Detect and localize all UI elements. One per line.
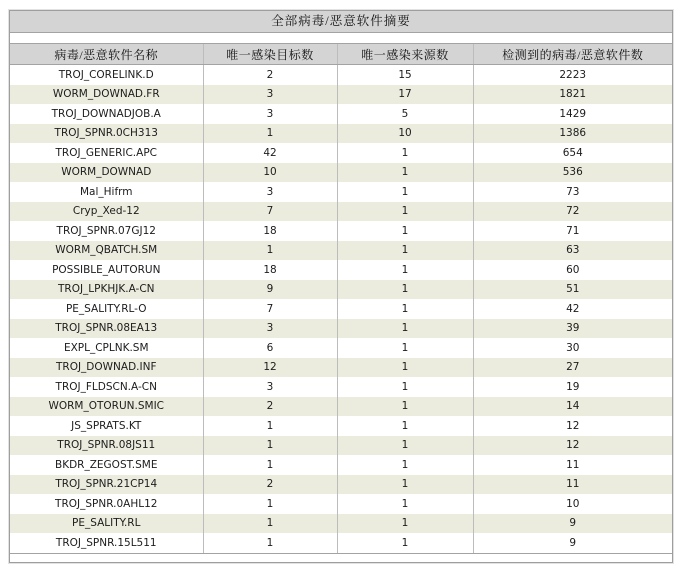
target-count-cell: 2 [203, 65, 337, 85]
virus-name-cell: WORM_QBATCH.SM [55, 244, 158, 257]
table-row [10, 416, 672, 436]
table-row [10, 202, 672, 222]
table-header-row [10, 44, 672, 65]
source-count-cell: 1 [337, 299, 473, 319]
report-title: 全部病毒/恶意软件摘要 [10, 11, 672, 33]
virus-name-cell: TROJ_SPNR.15L511 [55, 536, 157, 549]
detection-count-cell: 72 [473, 202, 672, 222]
source-count-cell: 1 [337, 202, 473, 222]
detection-count-cell: 10 [473, 494, 672, 514]
detection-count-cell: 14 [473, 397, 672, 417]
title-table-spacer [10, 33, 672, 44]
table-row [10, 280, 672, 300]
virus-summary-report [9, 10, 673, 563]
target-count-cell: 1 [203, 416, 337, 436]
source-count-cell: 1 [337, 163, 473, 183]
target-count-cell: 1 [203, 494, 337, 514]
table-row [10, 475, 672, 495]
target-count-cell: 7 [203, 299, 337, 319]
table-row [10, 358, 672, 378]
source-count-cell: 1 [337, 221, 473, 241]
virus-name-cell: JS_SPRATS.KT [71, 419, 142, 432]
target-count-cell: 1 [203, 436, 337, 456]
source-count-cell: 1 [337, 436, 473, 456]
table-row [10, 494, 672, 514]
table-row [10, 221, 672, 241]
source-count-cell: 1 [337, 338, 473, 358]
source-count-cell: 17 [337, 85, 473, 105]
virus-name-cell: TROJ_SPNR.08JS11 [57, 439, 156, 452]
detection-count-cell: 60 [473, 260, 672, 280]
virus-name-cell: WORM_OTORUN.SMIC [48, 400, 165, 413]
table-row [10, 377, 672, 397]
target-count-cell: 18 [203, 221, 337, 241]
source-count-cell: 1 [337, 533, 473, 553]
source-count-cell: 1 [337, 397, 473, 417]
table-row [10, 455, 672, 475]
virus-name-cell: Mal_Hifrm [79, 185, 133, 198]
detection-count-cell: 71 [473, 221, 672, 241]
target-count-cell: 1 [203, 514, 337, 534]
virus-name-cell: TROJ_SPNR.08EA13 [55, 322, 158, 335]
table-row [10, 260, 672, 280]
column-header-unique-sources: 唯一感染来源数 [337, 44, 473, 65]
target-count-cell: 3 [203, 104, 337, 124]
virus-name-cell: TROJ_SPNR.07GJ12 [56, 224, 156, 237]
target-count-cell: 2 [203, 397, 337, 417]
detection-count-cell: 63 [473, 241, 672, 261]
target-count-cell: 1 [203, 124, 337, 144]
virus-name-cell: EXPL_CPLNK.SM [63, 341, 149, 354]
virus-name-cell: Cryp_Xed-12 [72, 205, 140, 218]
table-row [10, 241, 672, 261]
target-count-cell: 2 [203, 475, 337, 495]
target-count-cell: 3 [203, 182, 337, 202]
virus-name-cell: TROJ_CORELINK.D [58, 68, 154, 81]
column-header-detections: 检测到的病毒/恶意软件数 [473, 44, 672, 65]
detection-count-cell: 12 [473, 436, 672, 456]
target-count-cell: 3 [203, 319, 337, 339]
source-count-cell: 10 [337, 124, 473, 144]
target-count-cell: 7 [203, 202, 337, 222]
table-row [10, 299, 672, 319]
column-header-unique-targets: 唯一感染目标数 [203, 44, 337, 65]
detection-count-cell: 654 [473, 143, 672, 163]
detection-count-cell: 1429 [473, 104, 672, 124]
virus-name-cell: TROJ_GENERIC.APC [55, 146, 157, 159]
source-count-cell: 1 [337, 475, 473, 495]
source-count-cell: 1 [337, 182, 473, 202]
source-count-cell: 1 [337, 143, 473, 163]
detection-count-cell: 30 [473, 338, 672, 358]
virus-name-cell: BKDR_ZEGOST.SME [55, 458, 158, 471]
target-count-cell: 10 [203, 163, 337, 183]
virus-name-cell: TROJ_DOWNADJOB.A [51, 107, 161, 120]
source-count-cell: 1 [337, 377, 473, 397]
table-row [10, 65, 672, 85]
virus-table-body [10, 65, 672, 553]
table-row [10, 182, 672, 202]
source-count-cell: 1 [337, 319, 473, 339]
virus-name-cell: PE_SALITY.RL-O [65, 302, 147, 315]
virus-name-cell: TROJ_DOWNAD.INF [55, 361, 157, 374]
target-count-cell: 18 [203, 260, 337, 280]
source-count-cell: 1 [337, 514, 473, 534]
source-count-cell: 1 [337, 358, 473, 378]
table-row [10, 85, 672, 105]
target-count-cell: 1 [203, 455, 337, 475]
target-count-cell: 6 [203, 338, 337, 358]
detection-count-cell: 9 [473, 514, 672, 534]
detection-count-cell: 11 [473, 475, 672, 495]
virus-name-cell: WORM_DOWNAD [61, 166, 152, 179]
table-footer-spacer [10, 553, 672, 562]
virus-name-cell: WORM_DOWNAD.FR [52, 88, 160, 101]
virus-name-cell: TROJ_SPNR.0CH313 [54, 127, 158, 140]
table-row [10, 514, 672, 534]
detection-count-cell: 51 [473, 280, 672, 300]
virus-name-cell: PE_SALITY.RL [72, 517, 141, 530]
detection-count-cell: 42 [473, 299, 672, 319]
detection-count-cell: 2223 [473, 65, 672, 85]
table-row [10, 124, 672, 144]
source-count-cell: 1 [337, 241, 473, 261]
table-row [10, 338, 672, 358]
detection-count-cell: 39 [473, 319, 672, 339]
table-row [10, 104, 672, 124]
detection-count-cell: 1386 [473, 124, 672, 144]
source-count-cell: 1 [337, 260, 473, 280]
virus-name-cell: POSSIBLE_AUTORUN [52, 263, 161, 276]
virus-name-cell: TROJ_SPNR.21CP14 [55, 478, 158, 491]
column-header-virus-name: 病毒/恶意软件名称 [10, 44, 203, 65]
target-count-cell: 42 [203, 143, 337, 163]
virus-summary-table [10, 44, 672, 553]
target-count-cell: 3 [203, 85, 337, 105]
table-row [10, 319, 672, 339]
target-count-cell: 9 [203, 280, 337, 300]
source-count-cell: 1 [337, 455, 473, 475]
source-count-cell: 15 [337, 65, 473, 85]
detection-count-cell: 536 [473, 163, 672, 183]
table-row [10, 397, 672, 417]
target-count-cell: 3 [203, 377, 337, 397]
source-count-cell: 1 [337, 280, 473, 300]
detection-count-cell: 9 [473, 533, 672, 553]
source-count-cell: 5 [337, 104, 473, 124]
target-count-cell: 1 [203, 241, 337, 261]
target-count-cell: 12 [203, 358, 337, 378]
table-row [10, 143, 672, 163]
table-row [10, 163, 672, 183]
table-row [10, 533, 672, 553]
virus-name-cell: TROJ_LPKHJK.A-CN [57, 283, 155, 296]
detection-count-cell: 11 [473, 455, 672, 475]
detection-count-cell: 1821 [473, 85, 672, 105]
source-count-cell: 1 [337, 416, 473, 436]
detection-count-cell: 19 [473, 377, 672, 397]
detection-count-cell: 27 [473, 358, 672, 378]
source-count-cell: 1 [337, 494, 473, 514]
virus-name-cell: TROJ_FLDSCN.A-CN [55, 380, 157, 393]
detection-count-cell: 12 [473, 416, 672, 436]
table-row [10, 436, 672, 456]
target-count-cell: 1 [203, 533, 337, 553]
virus-name-cell: TROJ_SPNR.0AHL12 [55, 497, 158, 510]
detection-count-cell: 73 [473, 182, 672, 202]
